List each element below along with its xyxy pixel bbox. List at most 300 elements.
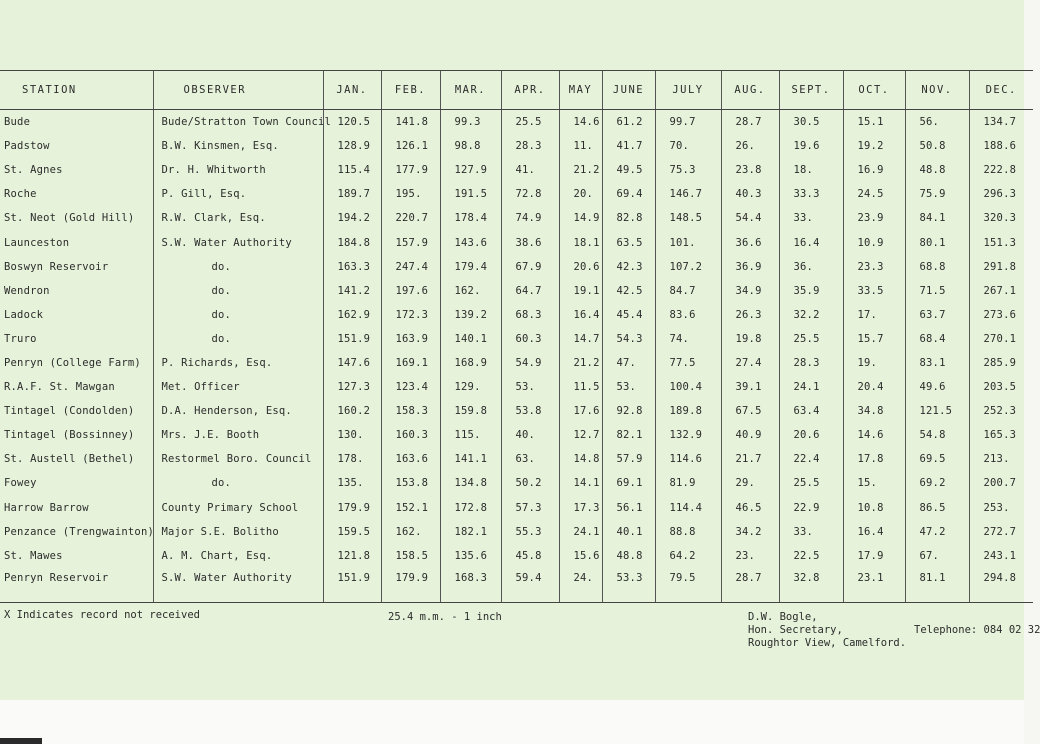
- station-name: Penryn (College Farm): [4, 356, 141, 369]
- rainfall-value: 296.3: [969, 182, 1033, 206]
- rainfall-value: 40.3: [721, 182, 779, 206]
- table-row: [0, 544, 1033, 568]
- rainfall-value: 147.6: [323, 351, 381, 375]
- rainfall-value: 47.: [602, 351, 655, 375]
- rainfall-value: 141.2: [323, 279, 381, 303]
- rainfall-value: 159.8: [440, 399, 501, 423]
- table-row: [0, 471, 1033, 495]
- rainfall-value: 267.1: [969, 279, 1033, 303]
- rainfall-value: 148.5: [655, 206, 721, 230]
- rainfall-value: 23.9: [843, 206, 905, 230]
- rainfall-value: 17.8: [843, 447, 905, 471]
- rainfall-value: 165.3: [969, 423, 1033, 447]
- rainfall-value: 25.5: [779, 327, 843, 351]
- rainfall-value: 135.: [323, 471, 381, 495]
- table-row: [0, 255, 1033, 279]
- rainfall-value: 34.9: [721, 279, 779, 303]
- rainfall-value: 141.1: [440, 447, 501, 471]
- rainfall-value: 160.3: [381, 423, 440, 447]
- rainfall-value: 114.4: [655, 496, 721, 520]
- rainfall-value: 36.9: [721, 255, 779, 279]
- rainfall-value: 160.2: [323, 399, 381, 423]
- observer-name: R.W. Clark, Esq.: [153, 206, 323, 230]
- rainfall-value: 120.5: [323, 110, 381, 135]
- rainfall-value: 54.3: [602, 327, 655, 351]
- table-row: [0, 279, 1033, 303]
- rainfall-value: 172.8: [440, 496, 501, 520]
- rainfall-value: 141.8: [381, 110, 440, 135]
- month-header-dec: DEC.: [969, 71, 1033, 110]
- footnote: X Indicates record not received: [4, 609, 200, 621]
- rainfall-value: 20.6: [559, 255, 602, 279]
- rainfall-value: 273.6: [969, 303, 1033, 327]
- rainfall-value: 21.2: [559, 158, 602, 182]
- rainfall-value: 30.5: [779, 110, 843, 135]
- rainfall-value: 151.9: [323, 568, 381, 603]
- signature-name: D.W. Bogle,: [748, 611, 818, 623]
- rainfall-value: 28.7: [721, 110, 779, 135]
- rainfall-value: 81.9: [655, 471, 721, 495]
- rainfall-value: 197.6: [381, 279, 440, 303]
- rainfall-value: 182.1: [440, 520, 501, 544]
- station-name: St. Neot (Gold Hill): [4, 212, 135, 225]
- rainfall-value: 15.6: [559, 544, 602, 568]
- rainfall-value: 82.8: [602, 206, 655, 230]
- rainfall-value: 14.8: [559, 447, 602, 471]
- rainfall-value: 115.: [440, 423, 501, 447]
- rainfall-value: 28.7: [721, 568, 779, 603]
- rainfall-value: 19.6: [779, 134, 843, 158]
- table-header: [0, 71, 1033, 110]
- rainfall-value: 45.8: [501, 544, 559, 568]
- rainfall-value: 157.9: [381, 230, 440, 254]
- table-row: [0, 447, 1033, 471]
- rainfall-value: 25.5: [779, 471, 843, 495]
- rainfall-value: 121.8: [323, 544, 381, 568]
- table-row: [0, 496, 1033, 520]
- rainfall-value: 98.8: [440, 134, 501, 158]
- rainfall-value: 320.3: [969, 206, 1033, 230]
- rainfall-value: 17.3: [559, 496, 602, 520]
- rainfall-value: 16.9: [843, 158, 905, 182]
- table-row: [0, 303, 1033, 327]
- rainfall-value: 17.: [843, 303, 905, 327]
- rainfall-value: 189.7: [323, 182, 381, 206]
- observer-name: do.: [153, 255, 323, 279]
- rainfall-value: 82.1: [602, 423, 655, 447]
- rainfall-value: 213.: [969, 447, 1033, 471]
- rainfall-value: 23.1: [843, 568, 905, 603]
- rainfall-value: 158.3: [381, 399, 440, 423]
- rainfall-value: 129.: [440, 375, 501, 399]
- rainfall-value: 127.9: [440, 158, 501, 182]
- rainfall-value: 33.: [779, 520, 843, 544]
- rainfall-value: 41.7: [602, 134, 655, 158]
- rainfall-value: 21.7: [721, 447, 779, 471]
- rainfall-value: 169.1: [381, 351, 440, 375]
- rainfall-value: 285.9: [969, 351, 1033, 375]
- rainfall-value: 69.4: [602, 182, 655, 206]
- rainfall-value: 14.7: [559, 327, 602, 351]
- rainfall-value: 32.2: [779, 303, 843, 327]
- rainfall-value: 16.4: [779, 230, 843, 254]
- rainfall-value: 270.1: [969, 327, 1033, 351]
- rainfall-value: 10.8: [843, 496, 905, 520]
- rainfall-value: 162.: [381, 520, 440, 544]
- station-name: Fowey: [4, 477, 37, 490]
- rainfall-value: 67.9: [501, 255, 559, 279]
- rainfall-value: 220.7: [381, 206, 440, 230]
- rainfall-value: 42.5: [602, 279, 655, 303]
- rainfall-value: 19.2: [843, 134, 905, 158]
- rainfall-value: 59.4: [501, 568, 559, 603]
- rainfall-value: 14.9: [559, 206, 602, 230]
- rainfall-value: 126.1: [381, 134, 440, 158]
- rainfall-value: 195.: [381, 182, 440, 206]
- rainfall-value: 272.7: [969, 520, 1033, 544]
- rainfall-value: 57.3: [501, 496, 559, 520]
- rainfall-value: 54.8: [905, 423, 969, 447]
- rainfall-value: 123.4: [381, 375, 440, 399]
- rainfall-value: 177.9: [381, 158, 440, 182]
- rainfall-value: 70.: [655, 134, 721, 158]
- month-header-mar: MAR.: [440, 71, 501, 110]
- unit-conversion-note: 25.4 m.m. - 1 inch: [388, 611, 502, 623]
- station-name: Penzance (Trengwainton): [4, 525, 154, 538]
- rainfall-value: 86.5: [905, 496, 969, 520]
- rainfall-value: 194.2: [323, 206, 381, 230]
- rainfall-value: 121.5: [905, 399, 969, 423]
- observer-name: County Primary School: [153, 496, 323, 520]
- rainfall-value: 92.8: [602, 399, 655, 423]
- rainfall-value: 24.1: [559, 520, 602, 544]
- rainfall-value: 63.5: [602, 230, 655, 254]
- table-row: [0, 182, 1033, 206]
- rainfall-value: 168.9: [440, 351, 501, 375]
- rainfall-value: 18.: [779, 158, 843, 182]
- rainfall-value: 114.6: [655, 447, 721, 471]
- rainfall-value: 17.9: [843, 544, 905, 568]
- month-header-nov: NOV.: [905, 71, 969, 110]
- rainfall-value: 34.2: [721, 520, 779, 544]
- station-name: Boswyn Reservoir: [4, 260, 109, 273]
- rainfall-value: 33.5: [843, 279, 905, 303]
- rainfall-value: 79.5: [655, 568, 721, 603]
- rainfall-value: 54.4: [721, 206, 779, 230]
- station-name: R.A.F. St. Mawgan: [4, 381, 115, 394]
- station-name: Wendron: [4, 284, 50, 297]
- rainfall-value: 68.4: [905, 327, 969, 351]
- rainfall-value: 77.5: [655, 351, 721, 375]
- rainfall-value: 28.3: [779, 351, 843, 375]
- rainfall-value: 132.9: [655, 423, 721, 447]
- observer-name: do.: [153, 327, 323, 351]
- rainfall-value: 71.5: [905, 279, 969, 303]
- rainfall-value: 17.6: [559, 399, 602, 423]
- month-header-may: MAY: [559, 71, 602, 110]
- rainfall-value: 72.8: [501, 182, 559, 206]
- rainfall-value: 33.: [779, 206, 843, 230]
- rainfall-value: 42.3: [602, 255, 655, 279]
- rainfall-value: 74.: [655, 327, 721, 351]
- rainfall-value: 69.5: [905, 447, 969, 471]
- rainfall-value: 16.4: [559, 303, 602, 327]
- rainfall-value: 20.: [559, 182, 602, 206]
- rainfall-value: 252.3: [969, 399, 1033, 423]
- table-row: [0, 399, 1033, 423]
- station-header: STATION: [0, 71, 153, 110]
- table-row: [0, 520, 1033, 544]
- rainfall-value: 55.3: [501, 520, 559, 544]
- observer-name: D.A. Henderson, Esq.: [153, 399, 323, 423]
- station-name: Ladock: [4, 308, 44, 321]
- rainfall-value: 46.5: [721, 496, 779, 520]
- station-name: St. Mawes: [4, 549, 63, 562]
- rainfall-value: 45.4: [602, 303, 655, 327]
- month-header-oct: OCT.: [843, 71, 905, 110]
- rainfall-value: 151.9: [323, 327, 381, 351]
- observer-name: S.W. Water Authority: [153, 230, 323, 254]
- rainfall-value: 135.6: [440, 544, 501, 568]
- observer-name: Bude/Stratton Town Council: [153, 110, 323, 135]
- rainfall-value: 294.8: [969, 568, 1033, 603]
- rainfall-value: 178.4: [440, 206, 501, 230]
- rainfall-value: 63.4: [779, 399, 843, 423]
- rainfall-value: 60.3: [501, 327, 559, 351]
- month-header-apr: APR.: [501, 71, 559, 110]
- rainfall-value: 134.7: [969, 110, 1033, 135]
- scan-edge-mark: [0, 738, 42, 744]
- rainfall-value: 25.5: [501, 110, 559, 135]
- rainfall-value: 15.1: [843, 110, 905, 135]
- rainfall-value: 68.8: [905, 255, 969, 279]
- rainfall-value: 247.4: [381, 255, 440, 279]
- rainfall-value: 61.2: [602, 110, 655, 135]
- table-row: [0, 327, 1033, 351]
- observer-name: Major S.E. Bolitho: [153, 520, 323, 544]
- month-header-jan: JAN.: [323, 71, 381, 110]
- rainfall-value: 63.: [501, 447, 559, 471]
- rainfall-value: 50.8: [905, 134, 969, 158]
- rainfall-value: 35.9: [779, 279, 843, 303]
- table-row: [0, 568, 1033, 603]
- rainfall-value: 243.1: [969, 544, 1033, 568]
- rainfall-value: 11.5: [559, 375, 602, 399]
- rainfall-value: 291.8: [969, 255, 1033, 279]
- rainfall-value: 56.1: [602, 496, 655, 520]
- table-body: [0, 110, 1033, 603]
- rainfall-value: 152.1: [381, 496, 440, 520]
- rainfall-value: 191.5: [440, 182, 501, 206]
- rainfall-value: 134.8: [440, 471, 501, 495]
- rainfall-value: 99.7: [655, 110, 721, 135]
- rainfall-value: 189.8: [655, 399, 721, 423]
- rainfall-value: 67.: [905, 544, 969, 568]
- rainfall-value: 128.9: [323, 134, 381, 158]
- rainfall-value: 57.9: [602, 447, 655, 471]
- rainfall-value: 53.: [602, 375, 655, 399]
- rainfall-value: 203.5: [969, 375, 1033, 399]
- rainfall-value: 75.3: [655, 158, 721, 182]
- table-row: [0, 134, 1033, 158]
- station-name: Padstow: [4, 140, 50, 153]
- rainfall-value: 153.8: [381, 471, 440, 495]
- rainfall-value: 24.: [559, 568, 602, 603]
- rainfall-value: 115.4: [323, 158, 381, 182]
- signature-title: Hon. Secretary,: [748, 624, 843, 636]
- rainfall-value: 163.3: [323, 255, 381, 279]
- rainfall-value: 163.9: [381, 327, 440, 351]
- rainfall-value: 84.7: [655, 279, 721, 303]
- rainfall-value: 50.2: [501, 471, 559, 495]
- observer-name: Restormel Boro. Council: [153, 447, 323, 471]
- rainfall-value: 33.3: [779, 182, 843, 206]
- station-name: Launceston: [4, 236, 70, 249]
- rainfall-value: 159.5: [323, 520, 381, 544]
- rainfall-value: 178.: [323, 447, 381, 471]
- observer-name: P. Richards, Esq.: [153, 351, 323, 375]
- rainfall-value: 140.1: [440, 327, 501, 351]
- observer-header: OBSERVER: [153, 71, 323, 110]
- rainfall-value: 179.9: [323, 496, 381, 520]
- observer-name: A. M. Chart, Esq.: [153, 544, 323, 568]
- month-header-sept: SEPT.: [779, 71, 843, 110]
- rainfall-value: 253.: [969, 496, 1033, 520]
- rainfall-value: 24.5: [843, 182, 905, 206]
- rainfall-value: 26.3: [721, 303, 779, 327]
- observer-name: S.W. Water Authority: [153, 568, 323, 603]
- rainfall-value: 40.: [501, 423, 559, 447]
- rainfall-value: 151.3: [969, 230, 1033, 254]
- rainfall-value: 69.1: [602, 471, 655, 495]
- table-row: [0, 206, 1033, 230]
- rainfall-value: 99.3: [440, 110, 501, 135]
- rainfall-value: 29.: [721, 471, 779, 495]
- rainfall-value: 163.6: [381, 447, 440, 471]
- rainfall-value: 41.: [501, 158, 559, 182]
- rainfall-value: 26.: [721, 134, 779, 158]
- observer-name: Dr. H. Whitworth: [153, 158, 323, 182]
- rainfall-value: 53.: [501, 375, 559, 399]
- observer-name: do.: [153, 279, 323, 303]
- rainfall-value: 21.2: [559, 351, 602, 375]
- rainfall-value: 107.2: [655, 255, 721, 279]
- rainfall-value: 49.6: [905, 375, 969, 399]
- rainfall-value: 28.3: [501, 134, 559, 158]
- rainfall-value: 168.3: [440, 568, 501, 603]
- rainfall-value: 64.2: [655, 544, 721, 568]
- rainfall-value: 53.8: [501, 399, 559, 423]
- rainfall-value: 54.9: [501, 351, 559, 375]
- rainfall-value: 16.4: [843, 520, 905, 544]
- rainfall-value: 158.5: [381, 544, 440, 568]
- rainfall-value: 56.: [905, 110, 969, 135]
- rainfall-value: 69.2: [905, 471, 969, 495]
- station-name: Harrow Barrow: [4, 501, 89, 514]
- rainfall-value: 23.8: [721, 158, 779, 182]
- rainfall-value: 84.1: [905, 206, 969, 230]
- rainfall-value: 22.4: [779, 447, 843, 471]
- table-row: [0, 351, 1033, 375]
- rainfall-value: 88.8: [655, 520, 721, 544]
- rainfall-value: 12.7: [559, 423, 602, 447]
- rainfall-value: 40.9: [721, 423, 779, 447]
- table-row: [0, 423, 1033, 447]
- rainfall-value: 184.8: [323, 230, 381, 254]
- month-header-feb: FEB.: [381, 71, 440, 110]
- rainfall-value: 36.: [779, 255, 843, 279]
- rainfall-value: 162.9: [323, 303, 381, 327]
- rainfall-value: 101.: [655, 230, 721, 254]
- telephone-number: Telephone: 084 02 32: [914, 624, 1040, 636]
- rainfall-value: 63.7: [905, 303, 969, 327]
- rainfall-value: 222.8: [969, 158, 1033, 182]
- rainfall-value: 49.5: [602, 158, 655, 182]
- observer-name: do.: [153, 471, 323, 495]
- rainfall-value: 83.6: [655, 303, 721, 327]
- rainfall-value: 23.3: [843, 255, 905, 279]
- station-name: Truro: [4, 332, 37, 345]
- rainfall-value: 81.1: [905, 568, 969, 603]
- rainfall-value: 36.6: [721, 230, 779, 254]
- rainfall-value: 53.3: [602, 568, 655, 603]
- rainfall-value: 34.8: [843, 399, 905, 423]
- rainfall-value: 64.7: [501, 279, 559, 303]
- table-row: [0, 375, 1033, 399]
- station-name: Bude: [4, 116, 31, 129]
- rainfall-value: 32.8: [779, 568, 843, 603]
- rainfall-value: 179.9: [381, 568, 440, 603]
- rainfall-value: 188.6: [969, 134, 1033, 158]
- rainfall-value: 47.2: [905, 520, 969, 544]
- rainfall-value: 127.3: [323, 375, 381, 399]
- rainfall-value: 200.7: [969, 471, 1033, 495]
- station-name: Tintagel (Bossinney): [4, 429, 135, 442]
- rainfall-value: 130.: [323, 423, 381, 447]
- observer-name: Met. Officer: [153, 375, 323, 399]
- rainfall-value: 15.7: [843, 327, 905, 351]
- rainfall-value: 14.1: [559, 471, 602, 495]
- rainfall-value: 14.6: [843, 423, 905, 447]
- rainfall-value: 27.4: [721, 351, 779, 375]
- rainfall-value: 80.1: [905, 230, 969, 254]
- month-header-aug: AUG.: [721, 71, 779, 110]
- station-name: St. Austell (Bethel): [4, 453, 135, 466]
- rainfall-value: 20.6: [779, 423, 843, 447]
- station-name: Roche: [4, 188, 37, 201]
- signature-address: Roughtor View, Camelford.: [748, 637, 907, 649]
- rainfall-value: 24.1: [779, 375, 843, 399]
- signature-block: [748, 611, 906, 650]
- rainfall-value: 143.6: [440, 230, 501, 254]
- table-row: [0, 110, 1033, 135]
- observer-name: P. Gill, Esq.: [153, 182, 323, 206]
- rainfall-value: 19.: [843, 351, 905, 375]
- rainfall-value: 48.8: [602, 544, 655, 568]
- rainfall-value: 20.4: [843, 375, 905, 399]
- rainfall-value: 22.9: [779, 496, 843, 520]
- rainfall-value: 40.1: [602, 520, 655, 544]
- rainfall-table: [0, 70, 1033, 603]
- rainfall-value: 83.1: [905, 351, 969, 375]
- rainfall-value: 39.1: [721, 375, 779, 399]
- observer-name: Mrs. J.E. Booth: [153, 423, 323, 447]
- rainfall-value: 67.5: [721, 399, 779, 423]
- rainfall-value: 146.7: [655, 182, 721, 206]
- rainfall-value: 11.: [559, 134, 602, 158]
- station-name: St. Agnes: [4, 164, 63, 177]
- rainfall-value: 48.8: [905, 158, 969, 182]
